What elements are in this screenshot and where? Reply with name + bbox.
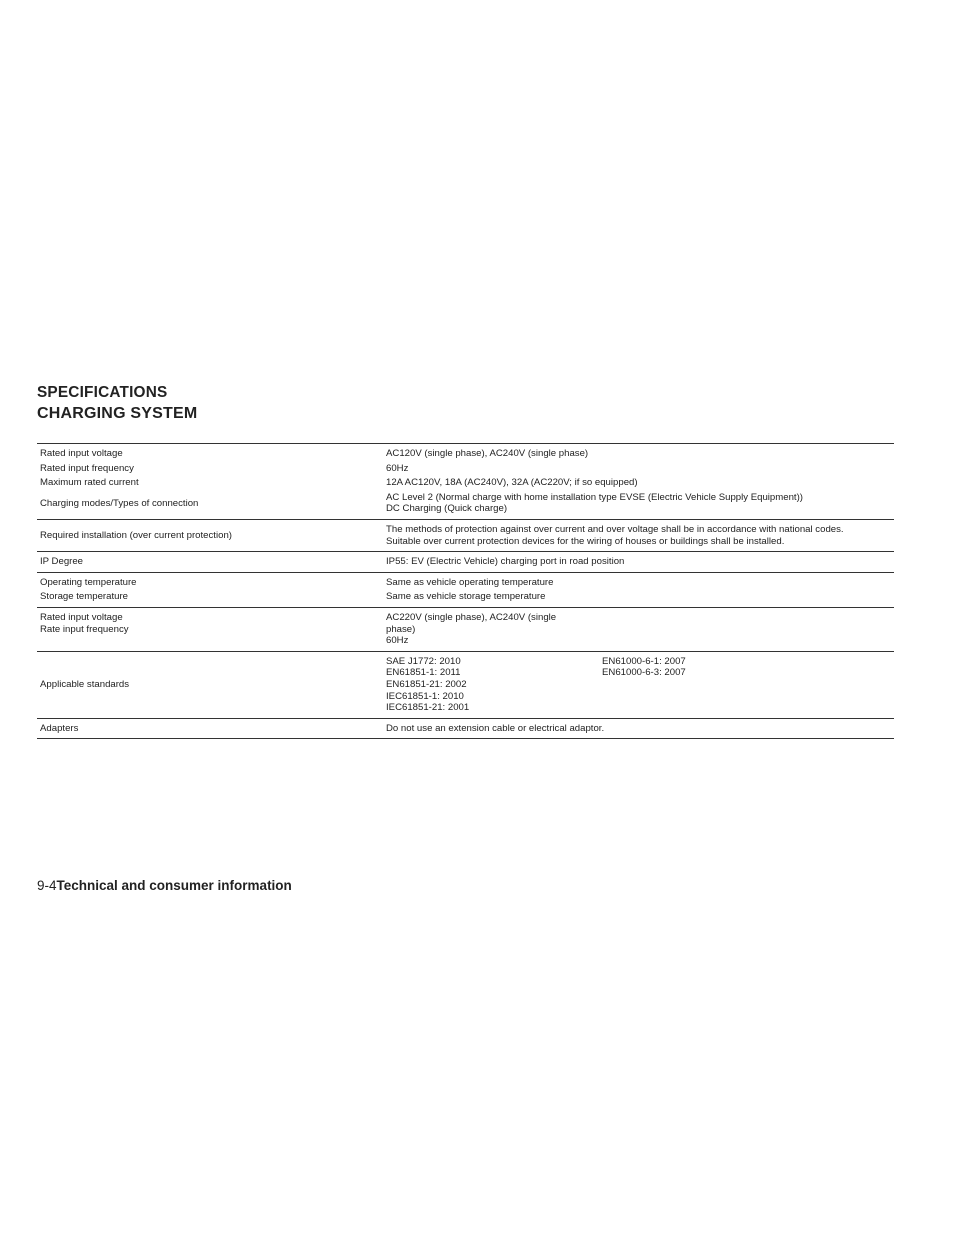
spec-label: Storage temperature — [40, 591, 128, 603]
page-footer — [37, 878, 292, 894]
spec-value: 60Hz — [386, 462, 409, 474]
value-line: DC Charging (Quick charge) — [386, 503, 508, 515]
spec-group — [37, 444, 894, 520]
spec-group — [37, 607, 894, 651]
spec-label: IP Degree — [40, 556, 84, 568]
standard-item: IEC61851-1: 2010 — [386, 690, 464, 702]
value-line: 60Hz — [386, 635, 409, 647]
spec-label: Maximum rated current — [40, 477, 139, 489]
spec-group — [37, 651, 894, 718]
spec-group — [37, 552, 894, 573]
spec-label: Applicable standards — [40, 678, 130, 690]
value-line: phase) — [386, 623, 416, 635]
spec-value: Same as vehicle storage temperature — [386, 591, 546, 603]
value-line: AC220V (single phase), AC240V (single — [386, 611, 557, 623]
table-row — [37, 519, 894, 551]
spec-value: 12A AC120V, 18A (AC240V), 32A (AC220V; if so equipped) — [386, 477, 638, 489]
table-row — [37, 491, 894, 520]
spec-value — [383, 607, 894, 651]
footer-title: Technical and consumer information — [56, 878, 292, 893]
label-line: Rated input voltage — [40, 611, 123, 623]
table-row — [37, 590, 894, 607]
spec-label: Rated input frequency — [40, 462, 134, 474]
standards-column-2 — [602, 656, 686, 714]
table-row — [37, 718, 894, 739]
spec-value: Same as vehicle operating temperature — [386, 576, 554, 588]
table-row — [37, 462, 894, 477]
spec-group — [37, 519, 894, 551]
standard-item: EN61851-1: 2011 — [386, 667, 461, 679]
spec-value — [383, 491, 894, 520]
value-line: Suitable over current protection devices for the wiring of houses or buildings shall be installed. — [386, 535, 785, 547]
spec-table — [37, 443, 894, 739]
spec-label: Operating temperature — [40, 576, 137, 588]
table-row — [37, 476, 894, 491]
standards-columns — [386, 656, 891, 714]
table-row — [37, 572, 894, 590]
spec-label: Adapters — [40, 722, 79, 734]
spec-group — [37, 572, 894, 607]
table-row — [37, 607, 894, 651]
table-row — [37, 552, 894, 573]
standard-item: SAE J1772: 2010 — [386, 655, 461, 667]
spec-label — [37, 607, 383, 651]
spec-value: Do not use an extension cable or electrical adaptor. — [386, 722, 605, 734]
spec-label: Charging modes/Types of connection — [40, 497, 199, 509]
standard-item: EN61000-6-1: 2007 — [602, 655, 686, 667]
standard-item: IEC61851-21: 2001 — [386, 702, 470, 714]
value-line: AC Level 2 (Normal charge with home installation type EVSE (Electric Vehicle Supply Equipment)) — [386, 491, 803, 503]
spec-value — [383, 651, 894, 718]
value-line: The methods of protection against over current and over voltage shall be in accordance with national codes. — [386, 523, 844, 535]
spec-value — [383, 519, 894, 551]
heading-block — [37, 384, 897, 424]
spec-label: Rated input voltage — [40, 448, 123, 459]
section-title: SPECIFICATIONS — [37, 384, 168, 401]
table-row — [37, 651, 894, 718]
label-line: Rate input frequency — [40, 623, 129, 635]
standard-item: EN61000-6-3: 2007 — [602, 667, 686, 679]
standards-column-1 — [386, 656, 602, 714]
page-number: 9-4 — [37, 878, 57, 893]
standard-item: EN61851-21: 2002 — [386, 678, 467, 690]
spec-group — [37, 718, 894, 739]
spec-value: IP55: EV (Electric Vehicle) charging port in road position — [386, 556, 625, 568]
table-row — [37, 444, 894, 462]
section-subtitle: CHARGING SYSTEM — [37, 405, 198, 422]
spec-label: Required installation (over current protection) — [40, 529, 232, 541]
spec-value: AC120V (single phase), AC240V (single phase) — [386, 448, 589, 459]
